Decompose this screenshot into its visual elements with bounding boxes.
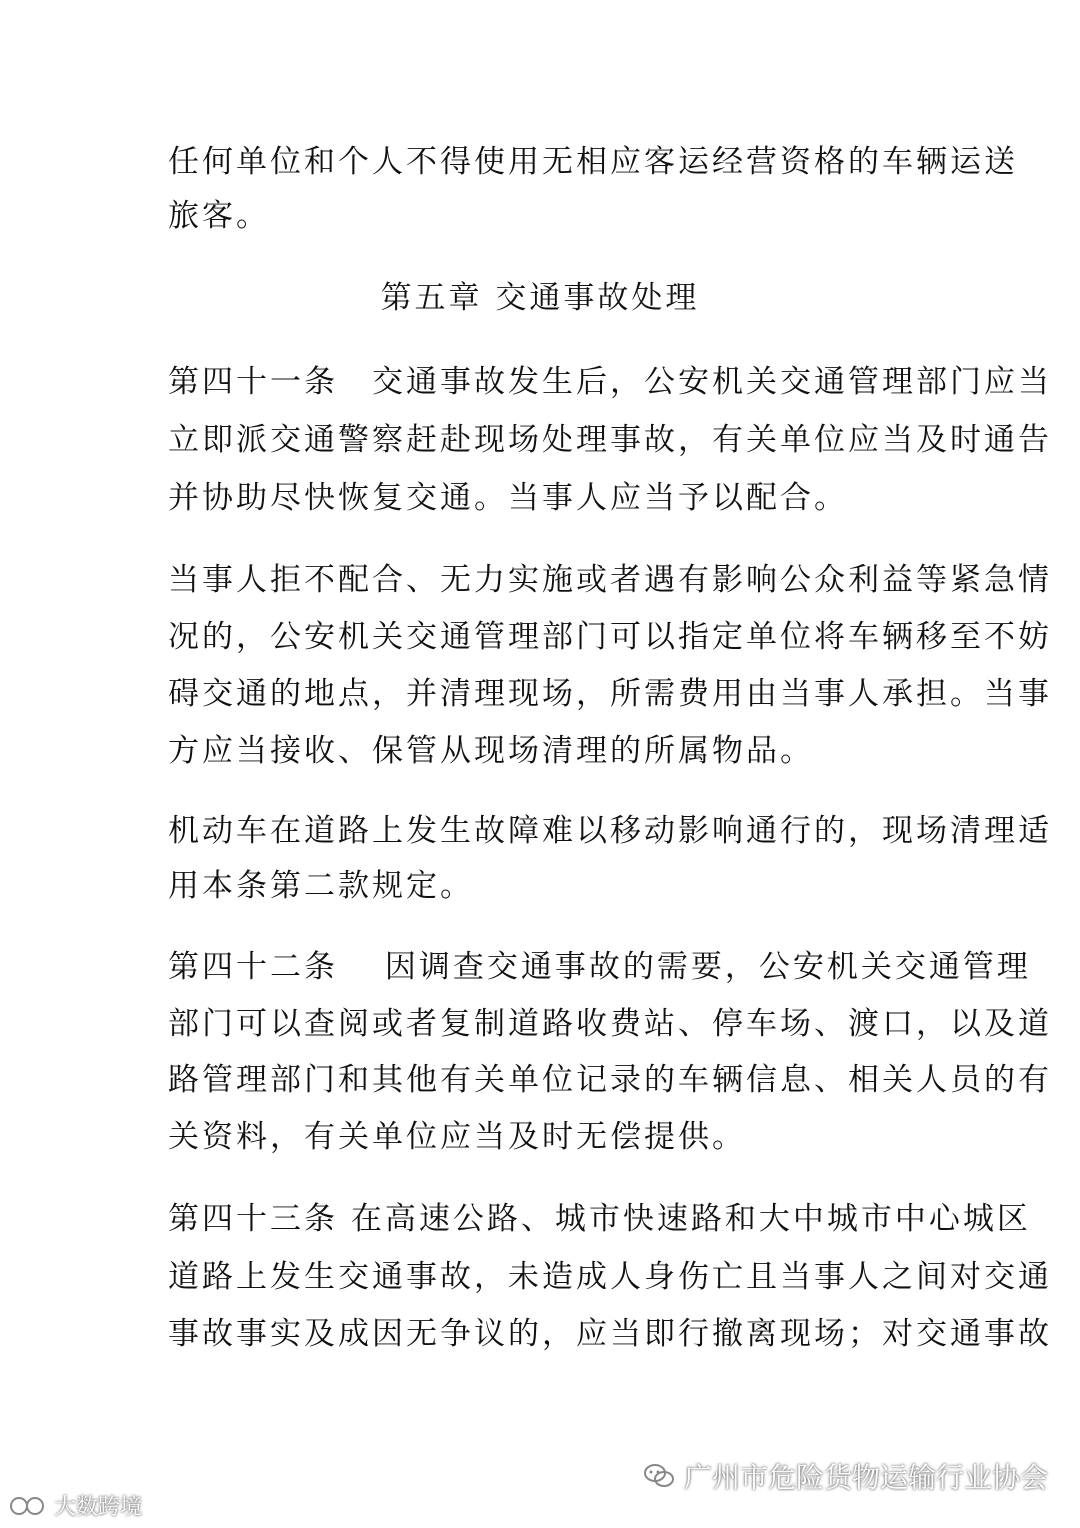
text-line: 第四十二条 因调查交通事故的需要，公安机关交通管理	[168, 949, 1031, 985]
text-line: 况的，公安机关交通管理部门可以指定单位将车辆移至不妨	[168, 619, 1052, 655]
text-line: 用本条第二款规定。	[168, 868, 474, 904]
watermark-right	[644, 1456, 1048, 1496]
text-line: 第四十三条 在高速公路、城市快速路和大中城市中心城区	[168, 1201, 1031, 1237]
text-line: 并协助尽快恢复交通。当事人应当予以配合。	[168, 480, 848, 516]
watermark-left	[8, 1490, 142, 1521]
chapter-heading: 第五章 交通事故处理	[380, 280, 700, 316]
text-line: 旅客。	[168, 198, 270, 234]
text-line: 关资料，有关单位应当及时无偿提供。	[168, 1119, 746, 1155]
text-line: 机动车在道路上发生故障难以移动影响通行的，现场清理适	[168, 813, 1052, 849]
watermark-right-text: 广州市危险货物运输行业协会	[683, 1461, 1048, 1494]
text-line: 部门可以查阅或者复制道路收费站、停车场、渡口，以及道	[168, 1006, 1052, 1042]
text-line: 碍交通的地点，并清理现场，所需费用由当事人承担。当事	[168, 676, 1052, 712]
brand-logo-icon	[8, 1495, 48, 1517]
watermark-left-text: 大数跨境	[54, 1495, 143, 1520]
text-line: 方应当接收、保管从现场清理的所属物品。	[168, 733, 814, 769]
text-line: 当事人拒不配合、无力实施或者遇有影响公众利益等紧急情	[168, 562, 1052, 598]
text-line: 任何单位和个人不得使用无相应客运经营资格的车辆运送	[168, 144, 1018, 180]
wechat-icon	[644, 1463, 674, 1489]
text-line: 道路上发生交通事故，未造成人身伤亡且当事人之间对交通	[168, 1259, 1052, 1295]
text-line: 第四十一条 交通事故发生后，公安机关交通管理部门应当	[168, 364, 1052, 400]
text-line: 路管理部门和其他有关单位记录的车辆信息、相关人员的有	[168, 1062, 1052, 1098]
text-line: 事故事实及成因无争议的，应当即行撤离现场；对交通事故	[168, 1316, 1052, 1352]
text-line: 立即派交通警察赶赴现场处理事故，有关单位应当及时通告	[168, 422, 1052, 458]
